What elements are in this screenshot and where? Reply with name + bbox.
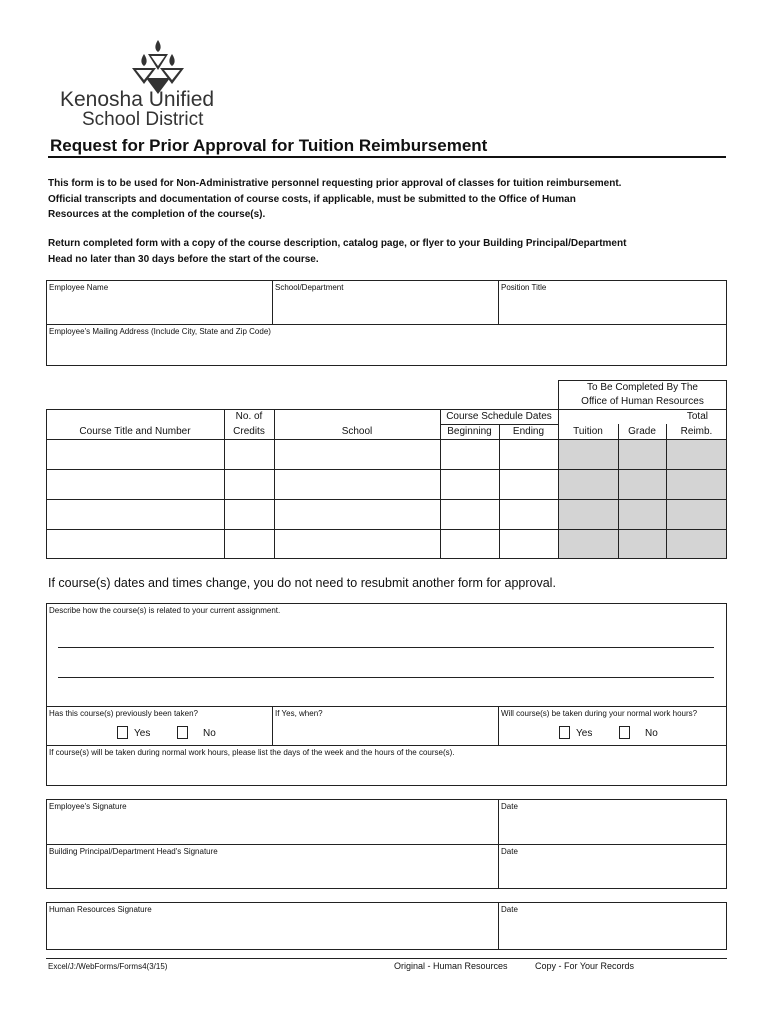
col-beginning: Beginning xyxy=(447,426,492,437)
col-grade: Grade xyxy=(628,426,656,437)
hr-date-label: Date xyxy=(501,905,518,914)
record-copy-note: Copy - For Your Records xyxy=(535,961,635,971)
principal-signature-label: Building Principal/Department Head's Signature xyxy=(49,847,218,856)
describe-line-1[interactable] xyxy=(58,647,714,648)
divider xyxy=(498,706,499,746)
district-logo xyxy=(60,38,250,130)
principal-signature-field[interactable] xyxy=(47,858,497,888)
school-department-label: School/Department xyxy=(275,283,344,292)
logo-line-1: Kenosha Unified xyxy=(60,88,215,111)
table-row[interactable] xyxy=(47,440,557,469)
list-days-field[interactable] xyxy=(47,759,726,785)
intro-paragraph-1 xyxy=(48,176,728,223)
intro-line: Official transcripts and documentation of course costs, if applicable, must be submitted to the Office of Human xyxy=(48,193,576,205)
principal-date-field[interactable] xyxy=(499,858,726,888)
intro-line: This form is to be used for Non-Administrative personnel requesting prior approval of classes for tuition reimbursement. xyxy=(48,178,622,189)
col-tuition: Tuition xyxy=(573,426,603,437)
original-copy-note: Original - Human Resources xyxy=(394,961,508,971)
hr-date-field[interactable] xyxy=(499,916,726,949)
employee-date-field[interactable] xyxy=(499,813,726,843)
employee-date-label: Date xyxy=(501,802,518,811)
divider xyxy=(666,424,667,559)
list-days-label: If course(s) will be taken during normal work hours, please list the days of the week and the hours of the course(s). xyxy=(49,748,455,757)
hr-header-line-2: Office of Human Resources xyxy=(581,396,704,407)
previously-taken-label: Has this course(s) previously been taken? xyxy=(49,709,198,718)
col-school: School xyxy=(341,426,373,437)
title-rule xyxy=(48,156,726,158)
divider xyxy=(618,424,619,559)
intro-paragraph-2 xyxy=(48,236,728,267)
divider xyxy=(46,844,727,845)
work-hours-yes-label: Yes xyxy=(576,728,593,739)
divider xyxy=(46,324,727,325)
previously-taken-no-label: No xyxy=(203,728,216,739)
school-department-field[interactable] xyxy=(273,294,497,323)
employee-signature-label: Employee's Signature xyxy=(49,802,127,811)
table-row[interactable] xyxy=(47,470,557,499)
col-total-line-2: Reimb. xyxy=(680,426,713,437)
hr-header-line-1: To Be Completed By The xyxy=(587,382,698,393)
logo-line-2: School District xyxy=(82,109,204,130)
previously-taken-yes-checkbox[interactable] xyxy=(117,726,128,739)
hr-signature-field[interactable] xyxy=(47,916,497,949)
col-credits-line-1: No. of xyxy=(235,411,263,422)
describe-box xyxy=(46,603,727,707)
table-row[interactable] xyxy=(47,530,557,558)
table-row[interactable] xyxy=(47,500,557,529)
work-hours-yes-checkbox[interactable] xyxy=(559,726,570,739)
previously-taken-no-checkbox[interactable] xyxy=(177,726,188,739)
intro-line: Resources at the completion of the course(s). xyxy=(48,209,266,220)
position-title-label: Position Title xyxy=(501,283,547,292)
footer-rule xyxy=(46,958,727,959)
intro-line: Return completed form with a copy of the course description, catalog page, or flyer to your Building Principal/Department xyxy=(48,238,627,249)
mailing-address-label: Employee's Mailing Address (Include City, State and Zip Code) xyxy=(49,327,271,336)
work-hours-no-checkbox[interactable] xyxy=(619,726,630,739)
describe-label: Describe how the course(s) is related to your current assignment. xyxy=(49,606,281,615)
employee-name-label: Employee Name xyxy=(49,283,109,292)
previously-taken-yes-label: Yes xyxy=(134,728,151,739)
col-schedule: Course Schedule Dates xyxy=(446,411,552,422)
col-credits-line-2: Credits xyxy=(233,426,265,437)
position-title-field[interactable] xyxy=(499,294,726,323)
intro-line: Head no later than 30 days before the start of the course. xyxy=(48,253,319,265)
principal-date-label: Date xyxy=(501,847,518,856)
col-total-line-1: Total xyxy=(686,411,708,422)
employee-name-field[interactable] xyxy=(47,294,271,323)
if-yes-when-label: If Yes, when? xyxy=(275,709,323,718)
col-ending: Ending xyxy=(512,426,545,437)
hr-signature-label: Human Resources Signature xyxy=(49,905,152,914)
describe-line-2[interactable] xyxy=(58,677,714,678)
work-hours-label: Will course(s) be taken during your normal work hours? xyxy=(501,709,698,718)
form-code: Excel/J:/WebForms/Forms4(3/15) xyxy=(48,962,168,971)
mailing-address-field[interactable] xyxy=(47,338,726,365)
resubmit-notice: If course(s) dates and times change, you do not need to resubmit another form for approval. xyxy=(48,576,556,590)
page-title: Request for Prior Approval for Tuition Reimbursement xyxy=(50,136,488,155)
work-hours-no-label: No xyxy=(645,728,658,739)
employee-signature-field[interactable] xyxy=(47,813,497,843)
col-course-title: Course Title and Number xyxy=(79,426,191,437)
if-yes-when-field[interactable] xyxy=(273,720,497,745)
